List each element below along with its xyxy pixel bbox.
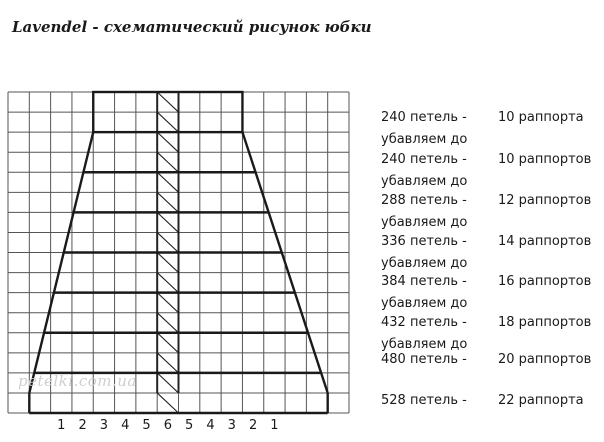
watermark-text: petelki.com.ua — [18, 372, 137, 390]
hatch-stroke — [157, 373, 178, 393]
column-label: 5 — [142, 418, 151, 433]
column-label: 1 — [270, 418, 279, 433]
decrease-label: убавляем до — [381, 337, 468, 352]
hatch-stroke — [157, 293, 178, 313]
hatch-stroke — [157, 112, 178, 132]
decrease-label: убавляем до — [381, 256, 468, 271]
stitch-count: 528 петель - — [381, 393, 467, 408]
column-label: 2 — [78, 418, 87, 433]
repeat-count: 12 раппортов — [498, 193, 592, 208]
hatch-stroke — [157, 393, 178, 413]
stitch-count: 432 петель - — [381, 315, 467, 330]
column-label: 2 — [248, 418, 258, 433]
column-label: 6 — [163, 418, 172, 433]
decrease-label: убавляем до — [381, 296, 468, 311]
repeat-count: 16 раппортов — [498, 274, 592, 289]
repeat-count: 22 раппорта — [498, 393, 584, 408]
repeat-count: 10 раппортов — [498, 152, 592, 167]
hatch-stroke — [157, 212, 178, 232]
hatch-stroke — [157, 333, 178, 353]
hatch-stroke — [157, 132, 178, 152]
hatch-stroke — [157, 192, 178, 212]
decrease-label: убавляем до — [381, 174, 468, 189]
column-label: 3 — [99, 418, 109, 433]
hatch-stroke — [157, 253, 178, 273]
hatch-stroke — [157, 273, 178, 293]
hatch-stroke — [157, 92, 178, 112]
column-label: 5 — [185, 418, 194, 433]
column-labels — [57, 418, 278, 433]
stitch-count: 384 петель - — [381, 274, 467, 289]
repeat-count: 20 раппортов — [498, 352, 592, 367]
hatch-stroke — [157, 353, 178, 373]
column-label: 4 — [206, 418, 215, 433]
stitch-count: 240 петель - — [381, 152, 467, 167]
stitch-count: 288 петель - — [381, 193, 467, 208]
repeat-count: 14 раппортов — [498, 234, 592, 249]
repeat-count: 18 раппортов — [498, 315, 592, 330]
hatch-stroke — [157, 172, 178, 192]
hatch-stroke — [157, 232, 178, 252]
stitch-count: 336 петель - — [381, 234, 467, 249]
hatch-stroke — [157, 313, 178, 333]
stitch-count: 240 петель - — [381, 110, 467, 125]
column-label: 1 — [57, 418, 66, 433]
column-label: 4 — [121, 418, 130, 433]
stitch-count: 480 петель - — [381, 352, 467, 367]
diagram-title: Lavendel - схематический рисунок юбки — [12, 18, 372, 36]
hatch-stroke — [157, 152, 178, 172]
repeat-count: 10 раппорта — [498, 110, 584, 125]
decrease-label: убавляем до — [381, 132, 468, 147]
decrease-label: убавляем до — [381, 215, 468, 230]
column-label: 3 — [227, 418, 236, 433]
